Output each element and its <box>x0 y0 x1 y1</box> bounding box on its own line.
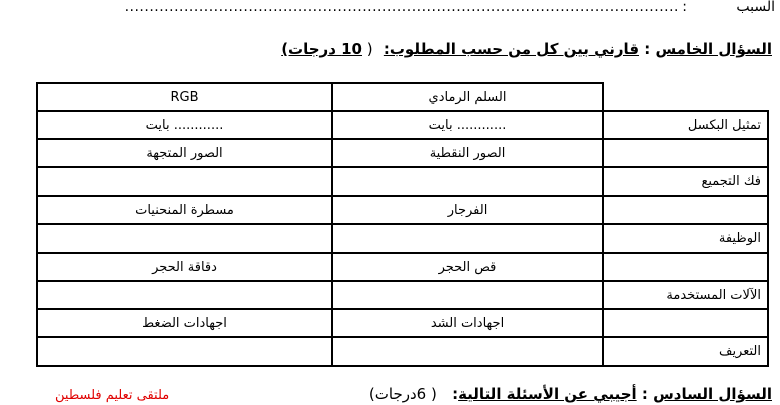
table-cell: ............ بايت <box>428 117 507 133</box>
table-cell: الفرجار <box>447 202 488 218</box>
question6-colon: : <box>452 385 459 403</box>
answer-cell[interactable] <box>333 282 602 308</box>
row-label <box>604 197 767 223</box>
question5-instruction: قارني بين كل من حسب المطلوب: <box>383 40 640 58</box>
answer-cell[interactable] <box>333 168 602 195</box>
row-label <box>604 254 767 280</box>
row-label: فك التجميع <box>701 174 761 189</box>
table-cell: الصور النقطية <box>429 145 506 161</box>
row-label: التعريف <box>718 344 761 359</box>
reason-line <box>95 0 775 19</box>
answer-cell[interactable] <box>333 225 602 252</box>
row-label <box>604 310 767 336</box>
answer-cell[interactable] <box>38 168 331 195</box>
table-cell: دقاقة الحجر <box>152 259 217 275</box>
forum-watermark: ملتقى تعليم فلسطين <box>55 388 170 403</box>
table-cell: اجهادات الضغط <box>142 315 227 331</box>
question6-separator: : <box>636 385 654 403</box>
row-label: الآلات المستخدمة <box>666 287 761 303</box>
question5-paren: ( <box>366 40 373 58</box>
table-cell: مسطرة المنحنيات <box>135 202 234 218</box>
table-border <box>36 365 769 367</box>
question6-title: السؤال السادس <box>653 385 772 403</box>
row-label <box>604 140 767 166</box>
question5-separator: : <box>639 40 656 58</box>
question6-heading <box>369 385 772 403</box>
row-label: تمثيل البكسل <box>687 117 761 133</box>
answer-cell[interactable] <box>38 338 331 365</box>
question6-marks: ( 6درجات) <box>368 385 437 403</box>
table-cell: قص الحجر <box>438 259 497 275</box>
answer-cell[interactable] <box>38 225 331 252</box>
question5-title: السؤال الخامس <box>655 40 772 58</box>
answer-cell[interactable] <box>38 282 331 308</box>
reason-label: السبب <box>736 0 775 15</box>
comparison-table <box>36 82 769 367</box>
table-cell: الصور المتجهة <box>146 145 223 161</box>
table-border <box>767 110 769 367</box>
header-rgb: RGB <box>170 89 199 105</box>
header-grayscale: السلم الرمادي <box>428 89 507 105</box>
question5-marks: 10 درجات) <box>281 40 362 58</box>
table-cell: اجهادات الشد <box>430 315 505 331</box>
question5-heading <box>281 40 772 58</box>
reason-colon: : <box>682 0 687 15</box>
row-label: الوظيفة <box>718 231 761 246</box>
answer-cell[interactable] <box>333 338 602 365</box>
question6-instruction: أجيبي عن الأسئلة التالية <box>458 385 637 403</box>
table-cell: ............ بايت <box>145 117 224 133</box>
reason-answer-dots: ................................................................................................................ <box>124 0 679 15</box>
